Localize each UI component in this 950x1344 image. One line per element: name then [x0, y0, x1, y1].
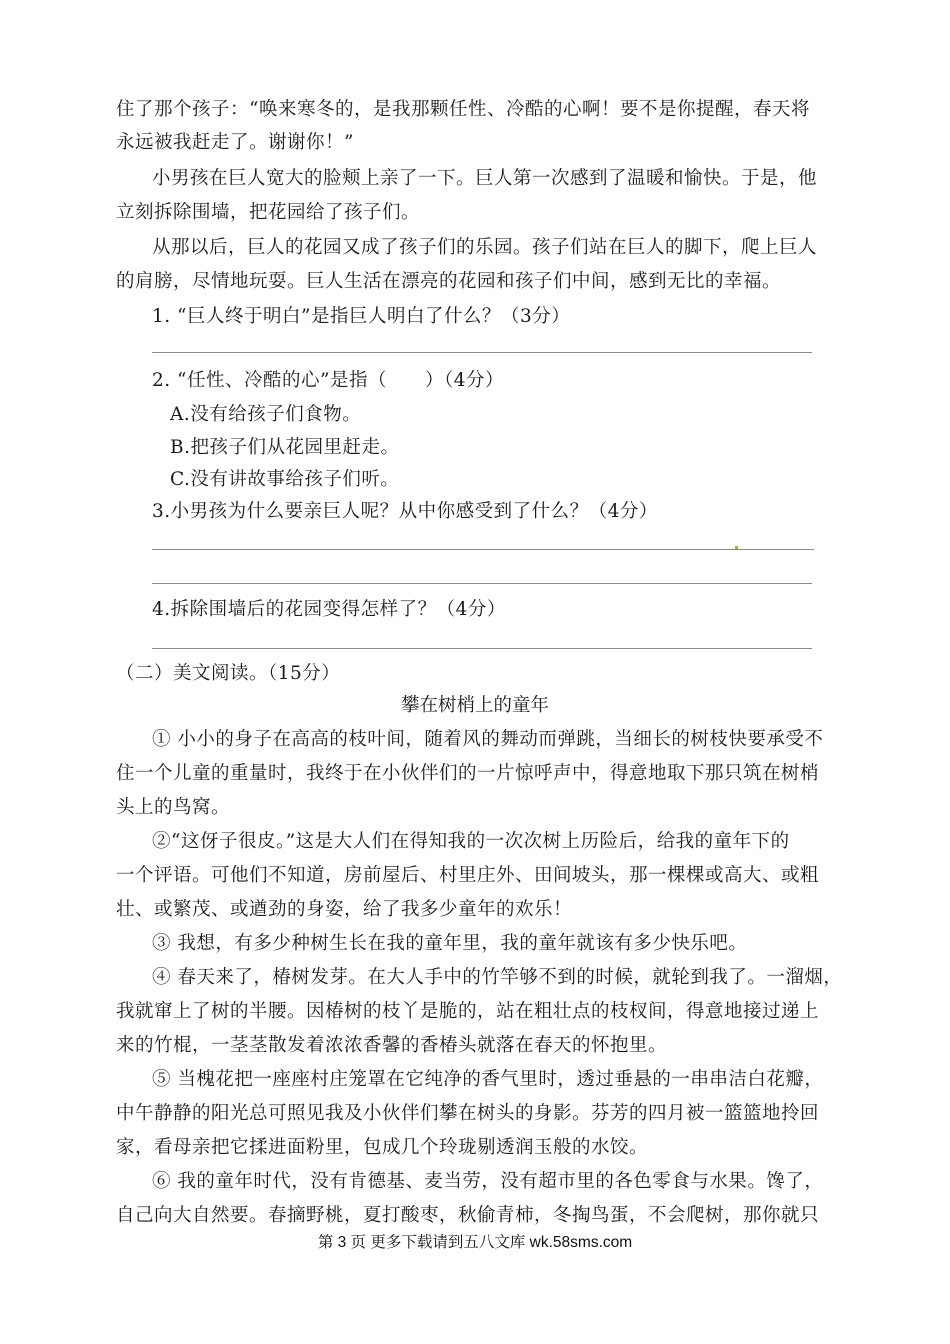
article-line-13: 家，看母亲把它揉进面粉里，包成几个玲珑剔透润玉般的水饺。 [116, 1137, 649, 1158]
article-line-8: ④ 春天来了，椿树发芽。在大人手中的竹竿够不到的时候，就轮到我了。一溜烟， [152, 967, 843, 988]
answer-line-q3-b [152, 583, 812, 584]
article-line-5: 一个评语。可他们不知道，房前屋后、村里庄外、田间坡头，那一棵棵或高大、或粗 [116, 865, 820, 886]
story-line-6: 的肩膀，尽情地玩耍。巨人生活在漂亮的花园和孩子们中间，感到无比的幸福。 [116, 271, 782, 292]
question-2: 2. “任性、冷酷的心”是指（ ）（4分） [152, 370, 504, 391]
question-2-option-c: C.没有讲故事给孩子们听。 [170, 469, 400, 490]
story-line-2: 永远被我赶走了。谢谢你！” [116, 132, 354, 153]
story-line-1: 住了那个孩子：“唤来寒冬的，是我那颗任性、冷酷的心啊！要不是你提醒，春天将 [116, 99, 810, 120]
question-4: 4.拆除围墙后的花园变得怎样了？（4分） [152, 599, 506, 620]
answer-line-q1 [152, 352, 812, 353]
article-line-10: 来的竹棍，一茎茎散发着浓浓香馨的香椿头就落在春天的怀抱里。 [116, 1035, 668, 1056]
article-line-14: ⑥ 我的童年时代，没有肯德基、麦当劳，没有超市里的各色零食与水果。馋了， [152, 1171, 824, 1192]
stray-mark [735, 546, 738, 549]
answer-line-q3-a [152, 549, 814, 550]
article-line-9: 我就窜上了树的半腰。因椿树的枝丫是脆的，站在粗壮点的枝杈间，得意地接过递上 [116, 1001, 820, 1022]
article-line-12: 中午静静的阳光总可照见我及小伙伴们攀在树头的身影。芬芳的四月被一篮篮地拎回 [116, 1103, 820, 1124]
story-line-4: 立刻拆除围墙，把花园给了孩子们。 [116, 202, 421, 223]
question-2-option-b: B.把孩子们从花园里赶走。 [170, 437, 400, 458]
article-line-4: ②“这伢子很皮。”这是大人们在得知我的一次次树上历险后，给我的童年下的 [152, 831, 790, 852]
question-2-option-a: A.没有给孩子们食物。 [170, 404, 362, 425]
question-1: 1. “巨人终于明白”是指巨人明白了什么？（3分） [152, 306, 571, 327]
answer-line-q4 [152, 648, 812, 649]
article-line-11: ⑤ 当槐花把一座座村庄笼罩在它纯净的香气里时，透过垂悬的一串串洁白花瓣， [152, 1069, 824, 1090]
article-line-1: ① 小小的身子在高高的枝叶间，随着风的舞动而弹跳，当细长的树枝快要承受不 [152, 729, 824, 750]
article-line-15: 自己向大自然要。春摘野桃，夏打酸枣，秋偷青柿，冬掏鸟蛋，不会爬树，那你就只 [116, 1205, 820, 1226]
article-line-6: 壮、或繁茂、或遒劲的身姿，给了我多少童年的欢乐！ [116, 899, 573, 920]
article-line-2: 住一个儿童的重量时，我终于在小伙伴们的一片惊呼声中，得意地取下那只筑在树梢 [116, 763, 820, 784]
article-title: 攀在树梢上的童年 [400, 695, 549, 716]
question-3: 3.小男孩为什么要亲巨人呢？从中你感受到了什么？（4分） [152, 501, 658, 522]
story-line-3: 小男孩在巨人宽大的脸颊上亲了一下。巨人第一次感到了温暖和愉快。于是，他 [152, 168, 818, 189]
story-line-5: 从那以后，巨人的花园又成了孩子们的乐园。孩子们站在巨人的脚下，爬上巨人 [152, 237, 818, 258]
article-line-3: 头上的鸟窝。 [116, 797, 231, 818]
page-footer: 第 3 页 更多下载请到五八文库 wk.58sms.com [317, 1234, 633, 1251]
section-heading: （二）美文阅读。（15分） [116, 663, 341, 684]
article-line-7: ③ 我想，有多少种树生长在我的童年里，我的童年就该有多少快乐吧。 [152, 933, 748, 954]
